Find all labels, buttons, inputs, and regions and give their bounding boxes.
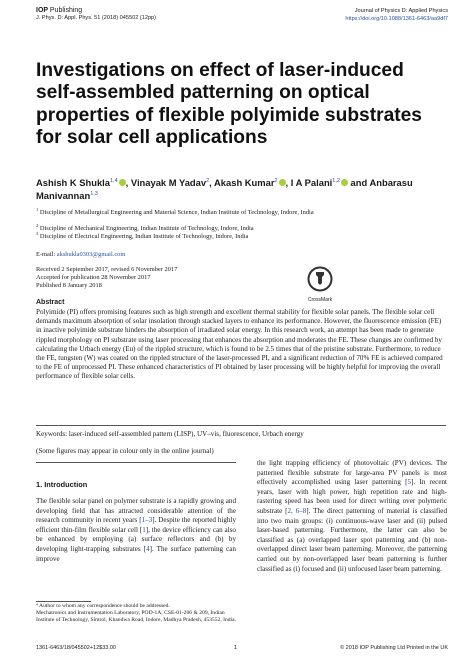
body-text: ]. In recent years, laser with high power, high repetition rate and high-rastering speed has been used for direct writing over polymeric substrate [ xyxy=(257,478,448,515)
crossmark-badge[interactable]: CrossMark xyxy=(303,266,337,303)
citation-link[interactable]: 4 xyxy=(146,544,150,553)
body-text: ], the device efficiency can also be enhanced by employing (a) surface reflectors and (b) by developing light-trapping substrates [ xyxy=(36,525,236,553)
citation: J. Phys. D: Appl. Phys. 51 (2018) 045502 (12pp) xyxy=(36,15,157,21)
affiliation-2: $^2$ Discipline of Mechanical Engineering, Indian Institute of Technology, Indore, India xyxy=(36,223,254,233)
page-number: 1 xyxy=(234,645,238,651)
header-left xyxy=(36,7,156,22)
divider xyxy=(36,462,236,463)
journal-name: Journal of Physics D: Applied Physics xyxy=(354,8,448,14)
affiliation-1: $^1$ Discipline of Metallurgical Engineering and Material Science, Indian Institute of Technology, Indore, India xyxy=(36,207,314,217)
author-name: and Anbarasu Manivannan xyxy=(36,177,413,201)
orcid-icon[interactable] xyxy=(119,179,126,186)
author-affiliation-mark: 1,4 xyxy=(109,178,118,184)
abstract-text: Polyimide (PI) offers promising features such as high strength and excellent thermal stability for flexible solar panels. The flexible solar cell demands maximum absorption of solar insolation through stacked layers to enhance its performance. However, the fluorescence emission (FE) in inactive polyimide substrate hinders the absorption of irradiated solar energy. In this research work, an attempt has been made to generate rippled morphology on PI substrate using laser processing that enhances the absorption and moderates the FE. These changes are confirmed by calculating the Urbach energy (Eu) of the rippled structure, which is found to be 2.5 times that of the pristine substrate. Furthermore, to reduce the FE, tungsten (W) was coated on the rippled structure of the laser-processed PI, and a significant reduction of 70% FE is achieved compared to the FE of unprocessed PI. These enhanced characteristics of PI obtained by laser processing will be highly helpful for improving the overall performance of flexible solar cells. xyxy=(36,308,443,381)
body-column-left xyxy=(36,497,236,564)
affiliation-3: $^3$ Discipline of Electrical Engineering, Indian Institute of Technology, Indore, India xyxy=(36,231,249,241)
footer-issn: 1361-6463/18/045502+12$33.00 xyxy=(36,645,116,651)
article-title: Investigations on effect of laser-induced self-assembled patterning on optical properties of flexible polyimide substrates for solar cell applications xyxy=(36,60,422,148)
citation-link[interactable]: 1–3 xyxy=(141,516,153,525)
footnote: ⁴ Author to whom any correspondence should be addressed. Mechatronics and Instrumentation Laboratory, POD-1A, CSE-01-206 & 209, Indian Institute of Technology, Simrol, Khandwa Road, Indore, Madhya Pradesh, 453552, India. xyxy=(36,603,237,624)
body-column-right xyxy=(257,459,447,574)
citation-link[interactable]: 2, 6–8 xyxy=(287,506,307,515)
author-name: I A Palani xyxy=(290,177,333,189)
author-affiliation-mark: 1,2 xyxy=(332,178,340,184)
orcid-icon[interactable] xyxy=(341,179,348,186)
author-name: Ashish K Shukla xyxy=(36,177,110,189)
abstract-heading: Abstract xyxy=(36,299,65,306)
publisher-logo: IOP Publishing xyxy=(36,7,83,14)
author-name: Vinayak M Yadav xyxy=(130,177,207,189)
author-list: Ashish K Shukla$^{1,4}$ , Vinayak M Yadav$^2$, Akash Kumar$^2$ , I A Palani$^{1,2}$ and Anbarasu Manivannan$^{1,3}$ xyxy=(36,177,413,201)
doi-link[interactable]: https://doi.org/10.1088/1361-6463/aa9df7 xyxy=(345,16,448,22)
email-line: E-mail: akshukla0303@gmail.com xyxy=(36,251,126,258)
author-affiliation-mark: 2 xyxy=(206,178,210,184)
body-text: ]. Despite the reported highly efficient thin-film flexible solar cell [ xyxy=(36,516,236,534)
footnote-divider xyxy=(36,601,91,602)
divider xyxy=(36,425,446,426)
body-text: ]. The direct patterning of material is classified into two main groups: (i) continuous-wave laser and (ii) pulsed laser-based patterning. Furthermore, the latter can also be classified as (a) overlapped laser spot patterning and (b) non-overlapped direct laser beam patterning. Moreover, the patterning carried out by non-overlapped laser beam patterning is further classified as (i) focused and (ii) unfocused laser beam patterning. xyxy=(257,506,448,573)
colour-note: (Some figures may appear in colour only in the online journal) xyxy=(36,447,214,455)
keywords: Keywords: laser-induced self-assembled pattern (LISP), UV–vis, fluorescence, Urbach energy xyxy=(36,430,304,438)
crossmark-icon xyxy=(307,266,333,292)
publication-dates: Received 2 September 2017, revised 6 November 2017 Accepted for publication 28 November 2017 Published 8 January 2018 xyxy=(36,266,178,290)
author-name: Akash Kumar xyxy=(214,177,275,189)
citation-link[interactable]: 1 xyxy=(142,525,146,534)
author-affiliation-mark: 1,3 xyxy=(90,190,98,197)
footer-copyright: © 2018 IOP Publishing Ltd Printed in the UK xyxy=(340,645,448,651)
author-affiliation-mark: 2 xyxy=(274,178,278,184)
section-heading: 1. Introduction xyxy=(36,480,88,489)
email-link[interactable]: akshukla0303@gmail.com xyxy=(56,251,126,258)
citation-link[interactable]: 5 xyxy=(407,478,412,487)
body-text: the light trapping efficiency of photovoltaic (PV) devices. The patterned flexible substrate for large-area PV panels is most effectively accomplished using laser patterning [ xyxy=(257,459,447,487)
body-text: The flexible solar panel on polymer substrate is a rapidly growing and developing field that has attracted considerable attention of the research community in recent years [ xyxy=(36,497,236,525)
header-right xyxy=(345,7,448,23)
orcid-icon[interactable] xyxy=(279,179,286,186)
body-text: ]. The surface patterning can improve xyxy=(36,544,236,563)
